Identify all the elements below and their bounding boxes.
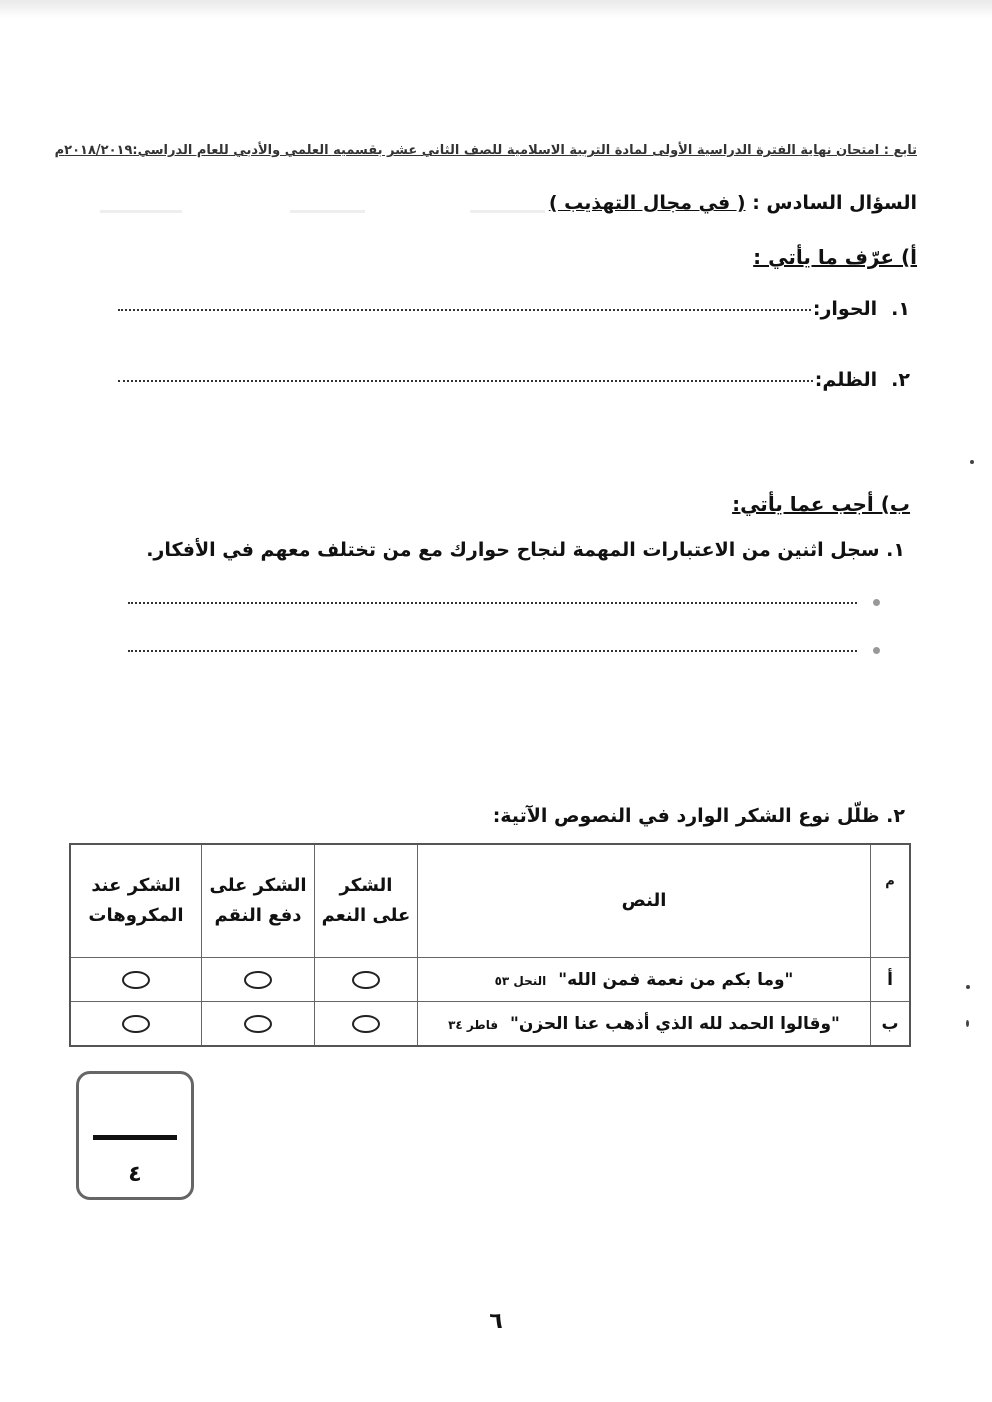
page-number: ٦ bbox=[489, 1309, 503, 1334]
answer-line[interactable] bbox=[118, 379, 813, 382]
header-thanks-hardship bbox=[70, 844, 202, 958]
definition-row bbox=[118, 369, 910, 391]
question-number: السؤال السادس : bbox=[752, 192, 917, 214]
verse-reference: فاطر ٣٤ bbox=[448, 1017, 499, 1032]
header-line: الشكر bbox=[339, 875, 393, 896]
scan-speck bbox=[970, 460, 974, 464]
answer-bubble[interactable] bbox=[352, 971, 380, 989]
scan-edge-shadow bbox=[0, 0, 992, 18]
header-m: م bbox=[871, 844, 911, 958]
option-cell bbox=[202, 1002, 315, 1047]
table-row bbox=[70, 958, 910, 1002]
table-row bbox=[70, 1002, 910, 1047]
definition-number: ١. bbox=[891, 298, 910, 320]
definition-term: الحوار: bbox=[812, 298, 878, 320]
header-line: الشكر على bbox=[209, 875, 307, 896]
answer-bubble[interactable] bbox=[244, 1015, 272, 1033]
definition-number: ٢. bbox=[891, 369, 910, 391]
verse-text: "وما بكم من نعمة فمن الله" bbox=[558, 969, 794, 990]
header-line: دفع النقم bbox=[214, 905, 302, 926]
part-b-label: ب) أجب عما يأتي: bbox=[732, 492, 910, 516]
exam-header: تابع : امتحان نهاية الفترة الدراسية الأولى لمادة التربية الاسلامية للصف الثاني عشر بقسميه العلمي والأدبي للعام الدراسي:٢٠١٨/٢٠١٩م bbox=[54, 143, 917, 158]
option-cell bbox=[70, 1002, 202, 1047]
score-divider bbox=[93, 1135, 177, 1140]
verse-reference: النحل ٥٣ bbox=[494, 973, 547, 988]
faint-mark bbox=[100, 210, 182, 213]
question-b2: ٢. ظلّل نوع الشكر الوارد في النصوص الآتية: bbox=[492, 805, 905, 827]
table-header-row bbox=[70, 844, 910, 958]
row-label: أ bbox=[871, 958, 911, 1002]
row-label: ب bbox=[871, 1002, 911, 1047]
score-total: ٤ bbox=[128, 1162, 142, 1187]
answer-bubble[interactable] bbox=[122, 971, 150, 989]
bullet-icon bbox=[873, 599, 880, 606]
header-line: الشكر عند bbox=[91, 875, 181, 896]
faint-mark bbox=[290, 210, 365, 213]
option-cell bbox=[315, 1002, 418, 1047]
option-cell bbox=[315, 958, 418, 1002]
thanks-type-table bbox=[69, 843, 911, 1047]
answer-bubble[interactable] bbox=[352, 1015, 380, 1033]
faint-mark bbox=[470, 210, 545, 213]
question-field: ( في مجال التهذيب ) bbox=[548, 192, 746, 214]
definition-row bbox=[118, 298, 910, 320]
scan-speck bbox=[966, 985, 970, 989]
header-line: المكروهات bbox=[88, 905, 184, 926]
answer-line[interactable] bbox=[118, 308, 811, 311]
bullet-icon bbox=[873, 647, 880, 654]
bullet-answer bbox=[128, 647, 880, 654]
question-title bbox=[549, 192, 917, 214]
header-thanks-blessings bbox=[315, 844, 418, 958]
part-a-label: أ) عرّف ما يأتي : bbox=[753, 245, 917, 269]
option-cell bbox=[202, 958, 315, 1002]
verse-text: "وقالوا الحمد لله الذي أذهب عنا الحزن" bbox=[509, 1013, 840, 1034]
verse-cell bbox=[418, 1002, 871, 1047]
answer-line[interactable] bbox=[128, 601, 857, 604]
option-cell bbox=[70, 958, 202, 1002]
answer-line[interactable] bbox=[128, 649, 857, 652]
header-text: النص bbox=[418, 844, 871, 958]
definition-term: الظلم: bbox=[814, 369, 878, 391]
header-thanks-averting-harm bbox=[202, 844, 315, 958]
score-box bbox=[76, 1071, 194, 1200]
scan-speck bbox=[966, 1020, 969, 1027]
answer-bubble[interactable] bbox=[122, 1015, 150, 1033]
answer-bubble[interactable] bbox=[244, 971, 272, 989]
question-b1: ١. سجل اثنين من الاعتبارات المهمة لنجاح حوارك مع من تختلف معهم في الأفكار. bbox=[146, 539, 905, 561]
header-line: على النعم bbox=[321, 905, 411, 926]
verse-cell bbox=[418, 958, 871, 1002]
bullet-answer bbox=[128, 599, 880, 606]
